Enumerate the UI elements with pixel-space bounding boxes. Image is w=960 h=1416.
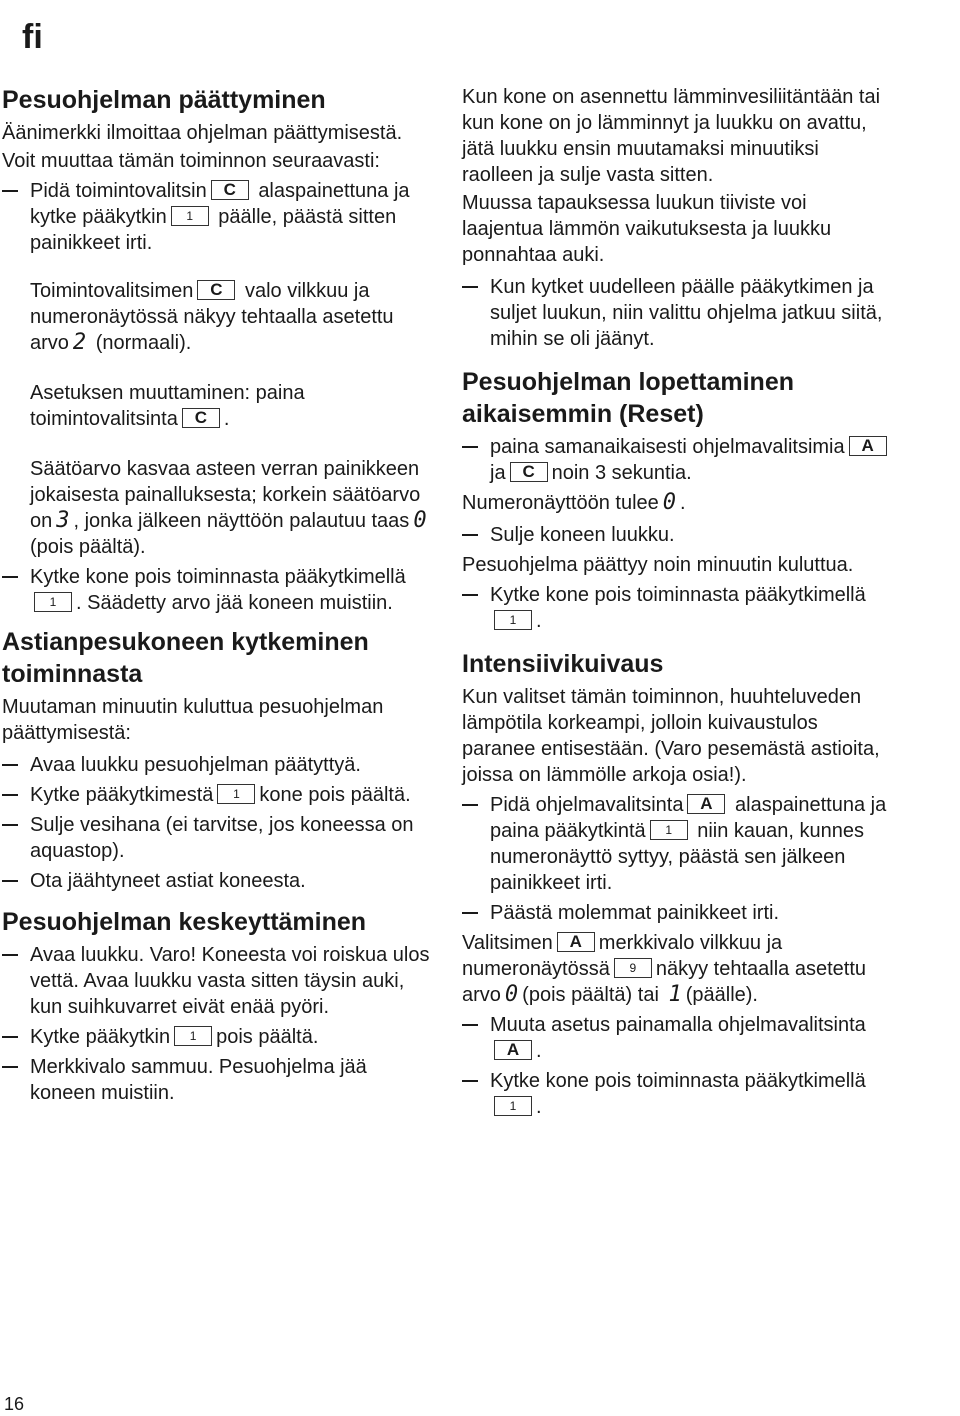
- dash-bullet: [2, 190, 18, 192]
- dash-bullet: [2, 576, 18, 578]
- text-change-setting: Asetuksen muuttaminen: paina toimintovalitsinta C .: [30, 382, 305, 430]
- text-drying-info: Kun valitset tämän toiminnon, huuhteluveden lämpötila korkeampi, jolloin kuivaustulos paranee entisestään. (Varo pesemästä astioita, joissa on lämmölle arkoja osia!).: [462, 686, 880, 786]
- text-hot-water-connection: Kun kone on asennettu lämminvesiliitäntään tai kun kone on jo lämminnyt ja luukku on avattu, jätä luukku ensin muutamaksi minuutiksi raolleen ja sulje vasta sitten.: [462, 86, 881, 186]
- segment-digit-2-icon: 2: [72, 330, 87, 355]
- text-seal-warning: Muussa tapauksessa luukun tiiviste voi laajentua lämmön vaikutuksesta ja luukku ponnahtaa auki.: [462, 192, 832, 266]
- list-item-switch-off-main: Kytke pääkytkimestä 1 kone pois päältä.: [2, 782, 432, 808]
- list-item-hold-c: Pidä toimintovalitsin C alaspainettuna ja kytke pääkytkin 1 päälle, päästä sitten painikkeet irti.: [2, 178, 432, 256]
- dash-bullet: [2, 1066, 18, 1068]
- list-item-remove-dishes: Ota jäähtyneet astiat koneesta.: [2, 868, 432, 894]
- language-code: fi: [22, 18, 43, 56]
- segment-digit-0-icon: 0: [413, 508, 427, 533]
- key-1-icon: 1: [171, 206, 209, 226]
- segment-digit-0-icon: 0: [662, 490, 677, 515]
- dash-bullet: [462, 804, 478, 806]
- text-after-minutes: Muutaman minuutin kuluttua pesuohjelman päättymisestä:: [2, 696, 384, 744]
- dash-bullet: [2, 1036, 18, 1038]
- list-item-switch-off-reset: Kytke kone pois toiminnasta pääkytkimellä1 .: [462, 582, 892, 634]
- key-1-icon: 1: [650, 820, 688, 840]
- dash-bullet: [2, 764, 18, 766]
- heading-reset: Pesuohjelman lopettaminen aikaisemmin (Reset): [462, 368, 795, 428]
- list-item-release-buttons: Päästä molemmat painikkeet irti.: [462, 900, 892, 926]
- heading-program-pause: Pesuohjelman keskeyttäminen: [2, 908, 367, 936]
- dash-bullet: [2, 880, 18, 882]
- list-item-close-tap: Sulje vesihana (ei tarvitse, jos koneessa on aquastop).: [2, 812, 432, 864]
- list-item-main-off: Kytke pääkytkin 1 pois päältä.: [2, 1024, 432, 1050]
- dash-bullet: [462, 286, 478, 288]
- heading-program-end: Pesuohjelman päättyminen: [2, 86, 326, 114]
- heading-switch-off-machine: Astianpesukoneen kytkeminen toiminnasta: [2, 628, 369, 688]
- list-item-resume-program: Kun kytket uudelleen päälle pääkytkimen ja suljet luukun, niin valittu ohjelma jatkuu siitä, mihin se oli jäänyt.: [462, 274, 892, 352]
- key-1-icon: 1: [494, 610, 532, 630]
- list-item-switch-off: Kytke kone pois toiminnasta pääkytkimellä1 . Säädetty arvo jää koneen muistiin.: [2, 564, 432, 616]
- key-1-icon: 1: [174, 1026, 212, 1046]
- text-beep-info: Äänimerkki ilmoittaa ohjelman päättymisestä.: [2, 122, 403, 144]
- dash-bullet: [462, 594, 478, 596]
- text-display-shows: Numeronäyttöön tulee 0 .: [462, 490, 686, 515]
- text-indicator-blink: Toimintovalitsimen C valo vilkkuu ja numeronäytössä näkyy tehtaalla asetettu arvo 2 (normaali).: [30, 279, 394, 355]
- list-item-open-door: Avaa luukku pesuohjelman päätyttyä.: [2, 752, 432, 778]
- key-1-icon: 1: [217, 784, 255, 804]
- page-number: 16: [4, 1394, 25, 1414]
- dash-bullet: [2, 794, 18, 796]
- key-a-icon: A: [849, 436, 887, 456]
- dash-bullet: [2, 824, 18, 826]
- key-c-icon: C: [211, 180, 249, 200]
- text-program-ends: Pesuohjelma päättyy noin minuutin kuluttua.: [462, 554, 854, 576]
- right-column: [462, 84, 892, 1124]
- heading-intensive-drying: Intensiivikuivaus: [462, 650, 664, 678]
- key-a-icon: A: [687, 794, 725, 814]
- segment-digit-3-icon: 3: [56, 508, 70, 533]
- key-9-icon: 9: [614, 958, 652, 978]
- list-item-press-simultaneously: paina samanaikaisesti ohjelmavalitsimia Aja C noin 3 sekuntia.: [462, 434, 892, 486]
- key-c-icon: C: [182, 408, 220, 428]
- dash-bullet: [462, 446, 478, 448]
- dash-bullet: [462, 912, 478, 914]
- key-1-icon: 1: [494, 1096, 532, 1116]
- key-a-icon: A: [557, 932, 595, 952]
- list-item-hold-a: Pidä ohjelmavalitsinta A alaspainettuna ja paina pääkytkintä 1 niin kauan, kunnes numeronäyttö syttyy, päästä sen jälkeen painikkeet irti.: [462, 792, 892, 896]
- dash-bullet: [2, 954, 18, 956]
- list-item-switch-off-drying: Kytke kone pois toiminnasta pääkytkimellä1 .: [462, 1068, 892, 1120]
- left-column: [2, 84, 432, 1110]
- list-item-close-door: Sulje koneen luukku.: [462, 522, 892, 548]
- key-c-icon: C: [197, 280, 235, 300]
- list-item-change-setting: Muuta asetus painamalla ohjelmavalitsintaA .: [462, 1012, 892, 1064]
- list-item-open-door-careful: Avaa luukku. Varo! Koneesta voi roiskua ulos vettä. Avaa luukku vasta sitten täysin auki, kun suihkuvarret eivät enää pyöri.: [2, 942, 432, 1020]
- dash-bullet: [462, 1080, 478, 1082]
- key-1-icon: 1: [34, 592, 72, 612]
- text-selector-blink: Valitsimen A merkkivalo vilkkuu ja numeronäytössä 9 näkyy tehtaalla asetettu arvo 0 (pois päältä) tai 1 (päälle).: [462, 931, 867, 1007]
- key-c-icon: C: [510, 462, 548, 482]
- dash-bullet: [462, 1024, 478, 1026]
- text-change-intro: Voit muuttaa tämän toiminnon seuraavasti:: [2, 150, 380, 172]
- key-a-icon: A: [494, 1040, 532, 1060]
- segment-digit-1-icon: 1: [668, 982, 682, 1007]
- list-item-indicator-off: Merkkivalo sammuu. Pesuohjelma jää koneen muistiin.: [2, 1054, 432, 1106]
- text-setting-increase: Säätöarvo kasvaa asteen verran painikkeen jokaisesta painalluksesta; korkein säätöarvo on 3 , jonka jälkeen näyttöön palautuu taas 0(pois päältä).: [30, 458, 427, 558]
- segment-digit-0-icon: 0: [504, 982, 519, 1007]
- dash-bullet: [462, 534, 478, 536]
